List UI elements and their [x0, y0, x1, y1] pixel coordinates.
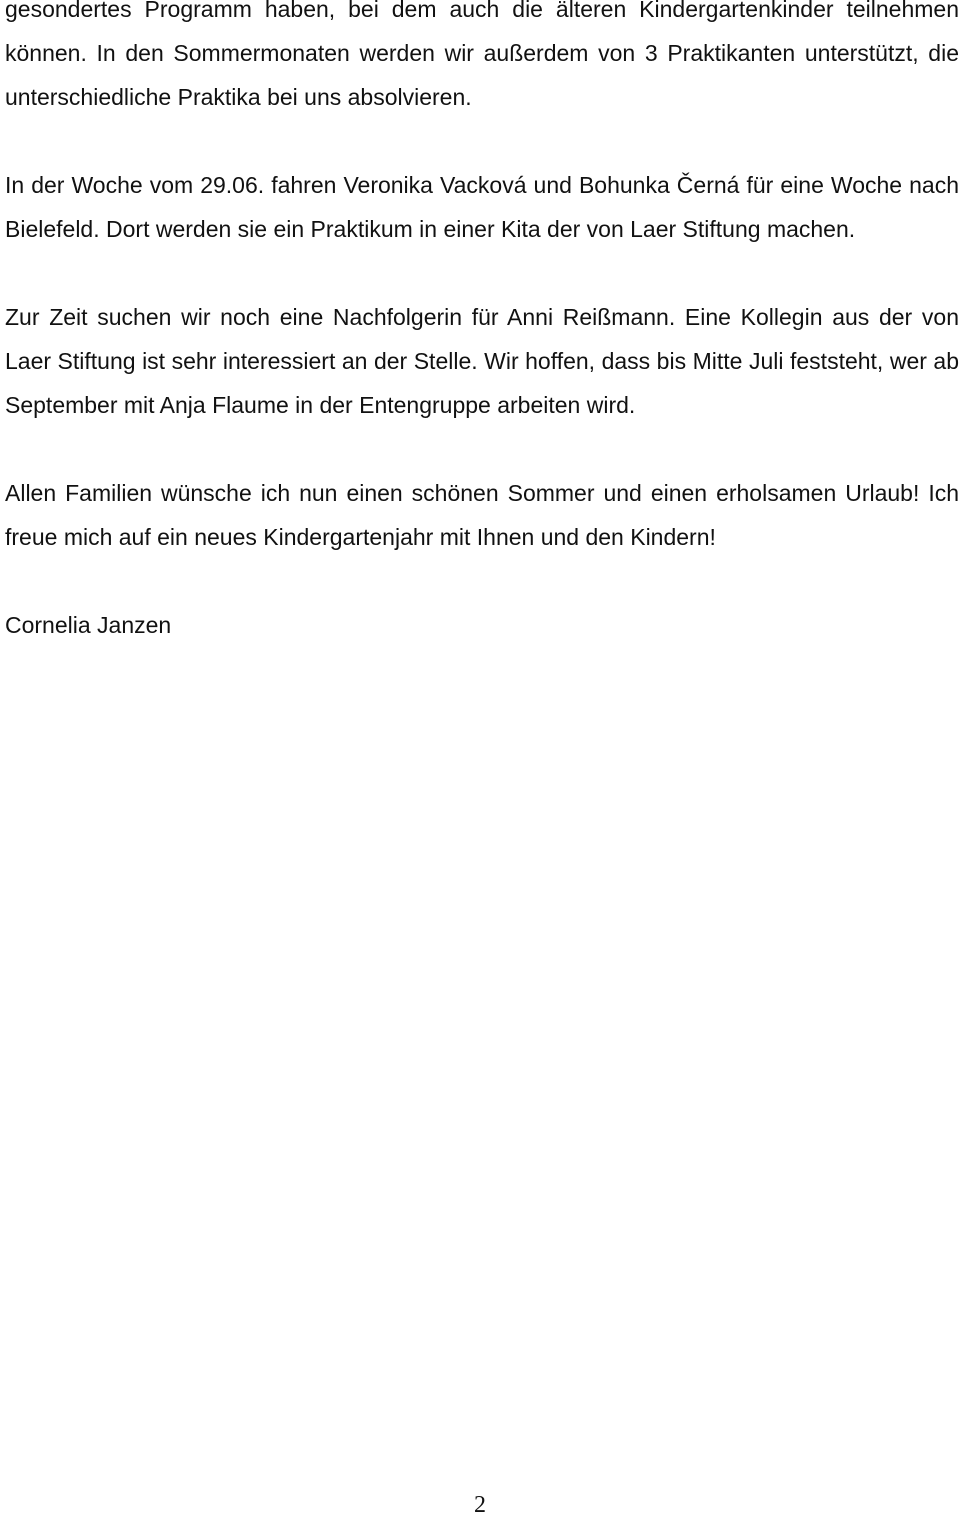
paragraph-bielefeld-internship: In der Woche vom 29.06. fahren Veronika Vacková und Bohunka Černá für eine Woche nach Bielefeld. Dort werden sie ein Praktikum in einer Kita der von Laer Stiftung machen.: [5, 172, 959, 242]
page-number: 2: [474, 1492, 486, 1518]
signature: Cornelia Janzen: [5, 612, 172, 638]
document-page: [5, 0, 959, 647]
paragraph-summer-wishes: Allen Familien wünsche ich nun einen schönen Sommer und einen erholsamen Urlaub! Ich freue mich auf ein neues Kindergartenjahr mit Ihnen und den Kindern!: [5, 480, 959, 550]
paragraph-interns: gesondertes Programm haben, bei dem auch die älteren Kindergartenkinder teilnehmen können. In den Sommermonaten werden wir außerdem von 3 Praktikanten unterstützt, die unterschiedliche Praktika bei uns absolvieren.: [5, 0, 959, 110]
paragraph-successor-search: Zur Zeit suchen wir noch eine Nachfolgerin für Anni Reißmann. Eine Kollegin aus der von Laer Stiftung ist sehr interessiert an der Stelle. Wir hoffen, dass bis Mitte Juli feststeht, wer ab September mit Anja Flaume in der Entengruppe arbeiten wird.: [5, 304, 959, 418]
